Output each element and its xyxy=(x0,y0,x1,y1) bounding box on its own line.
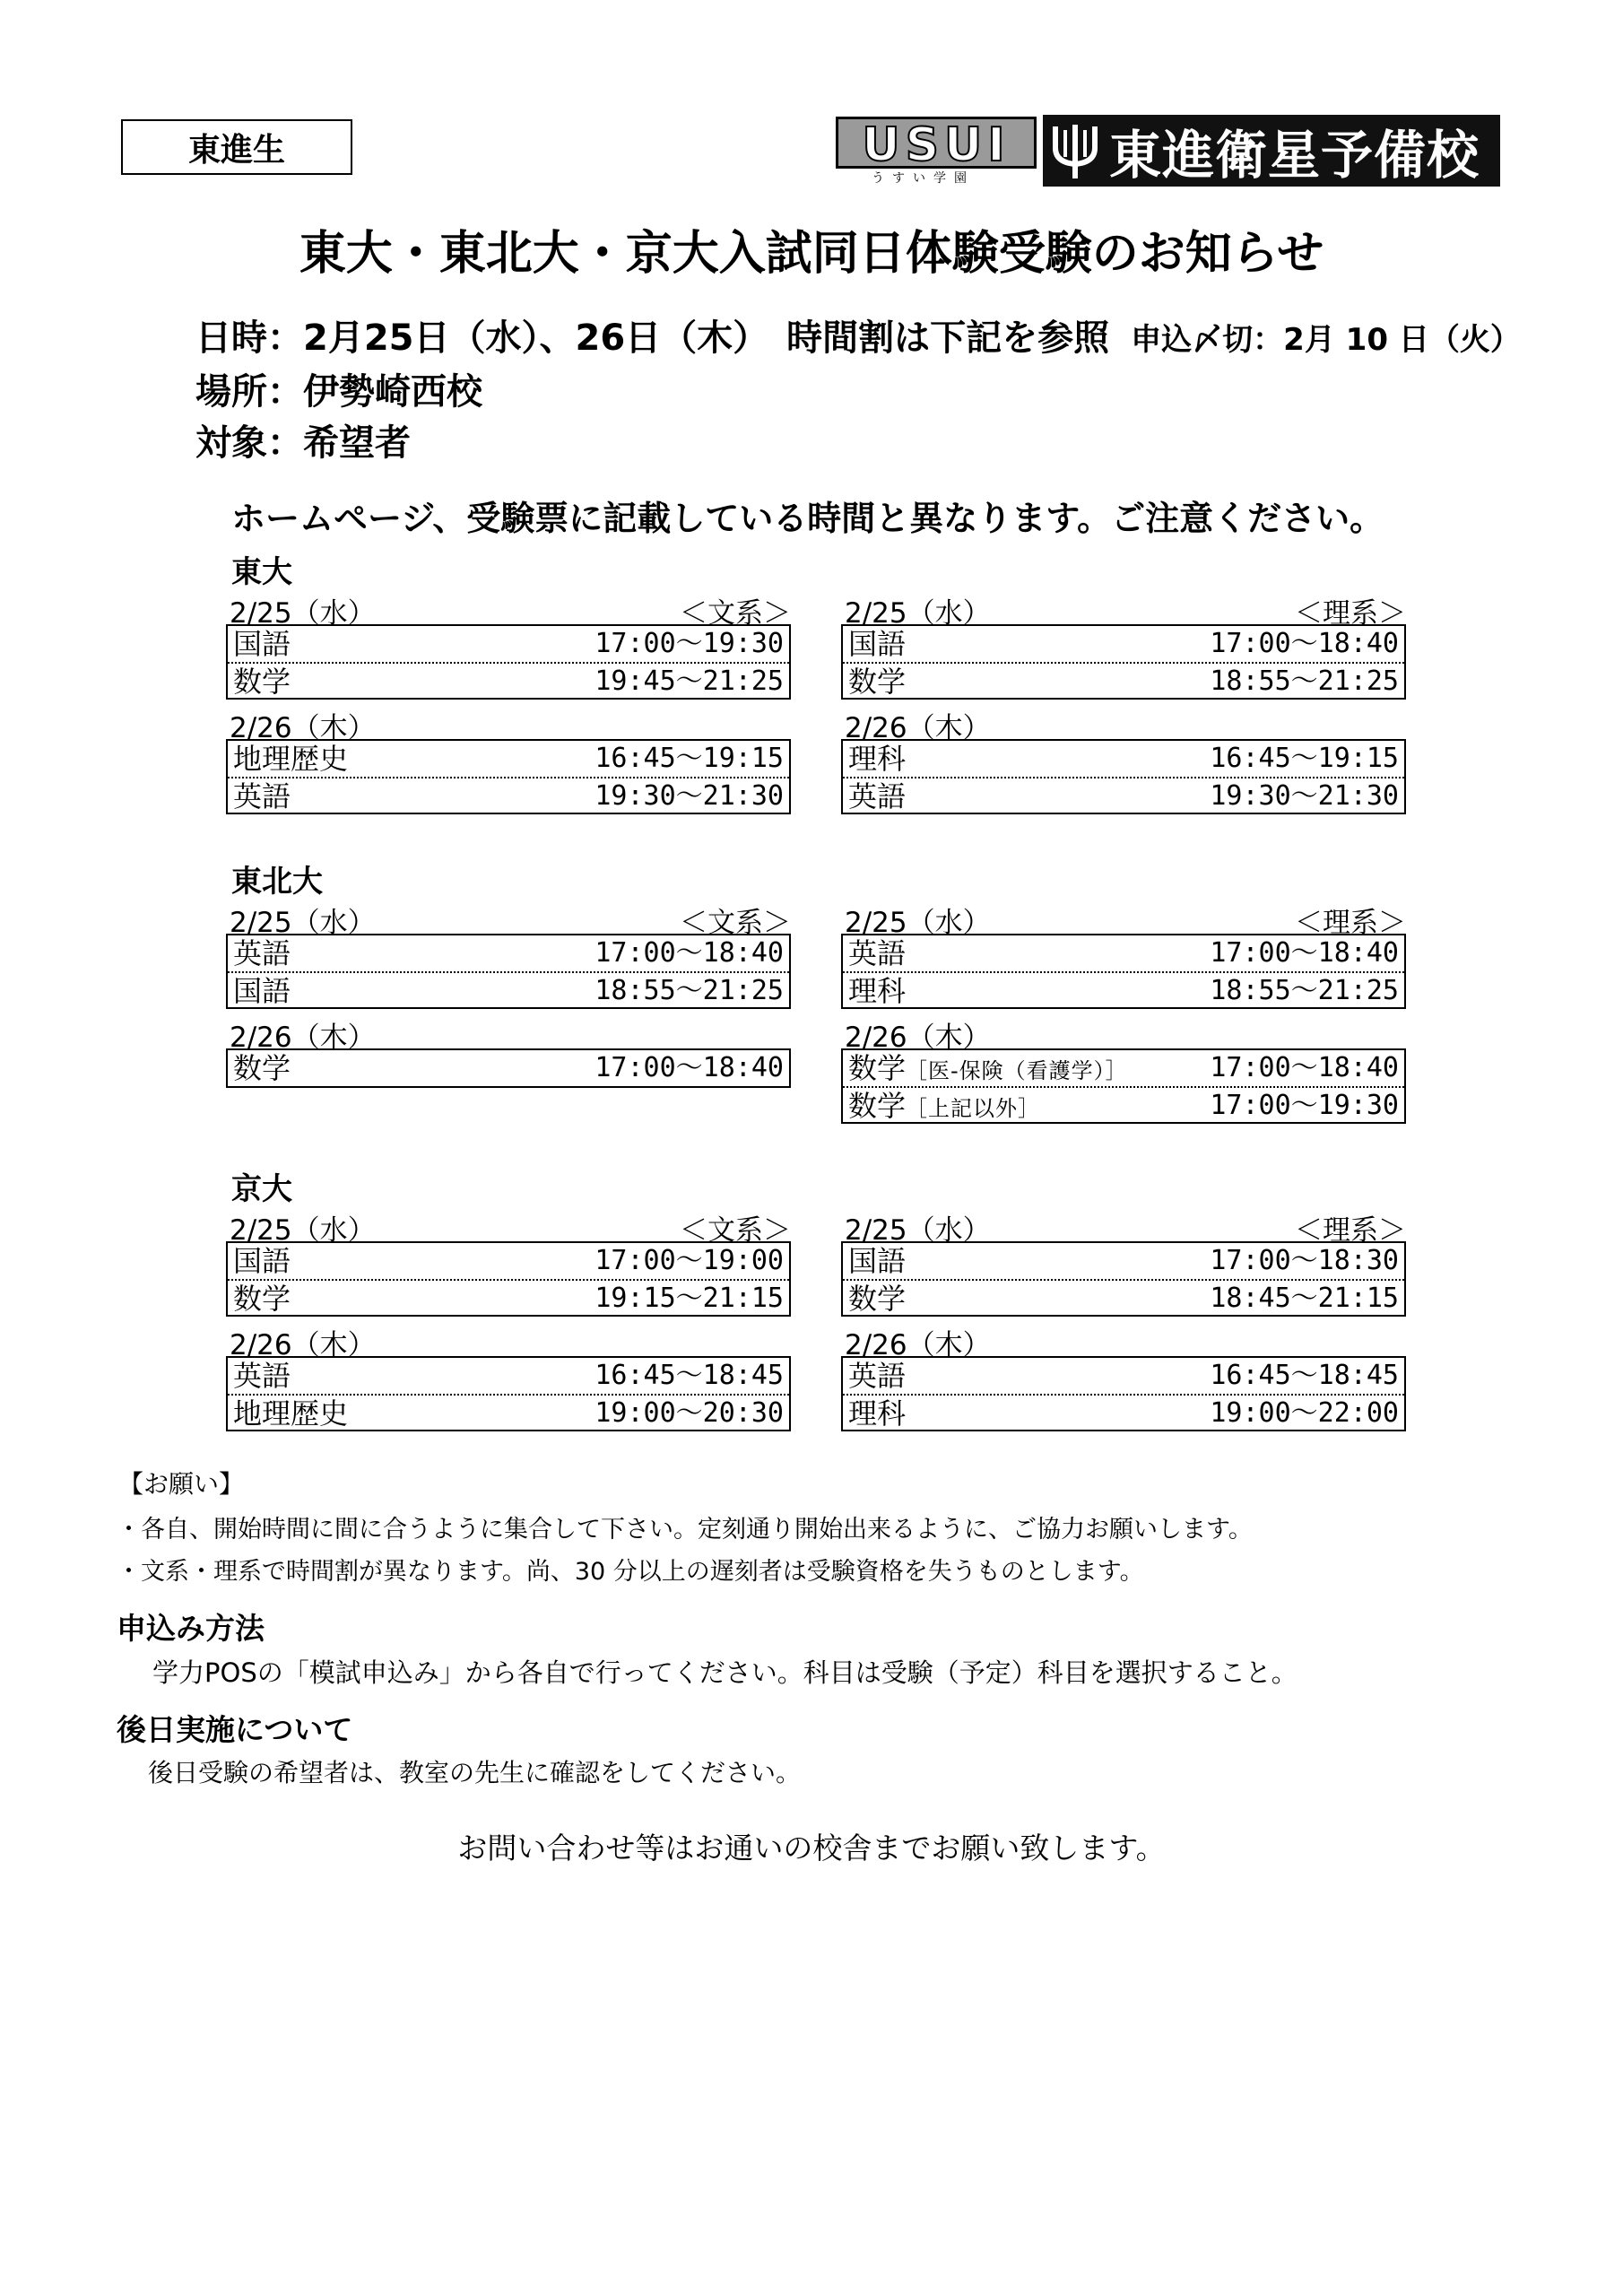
subject-label: 数学 xyxy=(848,1051,907,1085)
time-range: 19:00〜22:00 xyxy=(1210,1397,1399,1429)
subject-label: 英語 xyxy=(233,1359,291,1393)
schedule-row xyxy=(843,1050,1404,1086)
subject-label: 理科 xyxy=(848,742,907,776)
schedule-row xyxy=(228,1050,789,1086)
later-text: 後日受験の希望者は、教室の先生に確認をしてください。 xyxy=(148,1758,802,1787)
subject-label: 国語 xyxy=(848,627,907,661)
day-label: 2/25（水） xyxy=(845,597,991,630)
later-heading: 後日実施について xyxy=(117,1712,353,1747)
schedule-table xyxy=(841,1241,1406,1317)
subject-name xyxy=(233,935,291,971)
schedule-row xyxy=(843,1394,1404,1430)
subject-name xyxy=(848,778,906,814)
time-range: 19:00〜20:30 xyxy=(595,1397,784,1429)
schedule-table xyxy=(841,624,1406,700)
schedule-row xyxy=(228,741,789,777)
schedule-row xyxy=(843,741,1404,777)
subject-name xyxy=(848,1358,906,1394)
time-range: 17:00〜18:30 xyxy=(1210,1245,1399,1276)
application-deadline: 申込〆切：2月 10 日（火） xyxy=(1131,322,1521,358)
time-range: 17:00〜19:30 xyxy=(595,628,784,659)
day-label: 2/25（水） xyxy=(230,907,376,939)
subject-name xyxy=(233,1243,291,1279)
apply-heading: 申込み方法 xyxy=(117,1611,265,1646)
track-label: ＜理系＞ xyxy=(1295,597,1406,630)
time-range: 17:00〜18:40 xyxy=(1210,937,1399,969)
subject-name xyxy=(848,741,906,777)
time-range: 17:00〜18:40 xyxy=(1210,628,1399,659)
subject-name xyxy=(233,778,291,814)
schedule-row xyxy=(843,971,1404,1007)
exam-date xyxy=(195,309,1521,361)
subject-name xyxy=(233,1050,291,1086)
university-name: 京大 xyxy=(231,1171,292,1207)
time-range: 19:15〜21:15 xyxy=(595,1283,784,1314)
subject-label: 数学 xyxy=(848,665,907,699)
schedule-row xyxy=(843,626,1404,662)
student-tag: 東進生 xyxy=(121,119,352,175)
schedule-row xyxy=(228,662,789,698)
schedule-row xyxy=(228,935,789,971)
schedule-row xyxy=(843,662,1404,698)
subject-name xyxy=(848,1243,906,1279)
subject-label: 地理歴史 xyxy=(233,742,349,776)
toshin-emblem-icon xyxy=(1050,121,1100,180)
subject-label: 数学 xyxy=(233,1282,291,1316)
time-range: 18:55〜21:25 xyxy=(1210,975,1399,1006)
schedule-table xyxy=(226,1356,791,1431)
schedule-row xyxy=(228,971,789,1007)
subject-label: 英語 xyxy=(848,936,907,970)
time-range: 18:55〜21:25 xyxy=(595,975,784,1006)
subject-label: 数学 xyxy=(848,1282,907,1316)
day-label: 2/26（木） xyxy=(230,712,376,744)
exam-place: 場所：伊勢崎西校 xyxy=(195,371,482,413)
day-label: 2/26（木） xyxy=(845,1329,991,1361)
schedule-table xyxy=(841,1048,1406,1124)
time-range: 17:00〜18:40 xyxy=(595,1052,784,1083)
subject-label: 数学 xyxy=(848,1089,907,1123)
subject-name xyxy=(233,1358,291,1394)
schedule-table xyxy=(226,1048,791,1088)
request-item: ・各自、開始時間に間に合うように集合して下さい。定刻通り開始出来るように、ご協力お願いします。 xyxy=(117,1516,1253,1544)
page-title: 東大・東北大・京大入試同日体験受験のお知らせ xyxy=(299,227,1324,281)
subject-name xyxy=(848,1281,906,1317)
schedule-table xyxy=(226,624,791,700)
time-range: 16:45〜18:45 xyxy=(595,1360,784,1391)
subject-name xyxy=(848,1396,906,1431)
subject-label: 国語 xyxy=(848,1244,907,1278)
footer-contact: お問い合わせ等はお通いの校舎までお願い致します。 xyxy=(457,1831,1166,1866)
toshin-logo xyxy=(1043,115,1500,187)
track-label: ＜理系＞ xyxy=(1295,1214,1406,1247)
subject-name xyxy=(848,626,906,662)
schedule-row xyxy=(843,1243,1404,1279)
requests-heading: 【お願い】 xyxy=(118,1469,245,1499)
schedule-row xyxy=(843,935,1404,971)
schedule-table xyxy=(841,1356,1406,1431)
schedule-row xyxy=(228,1358,789,1394)
schedule-row xyxy=(228,1394,789,1430)
toshin-logo-text: 東進衛星予備校 xyxy=(1109,125,1480,186)
subject-label: 国語 xyxy=(233,1244,291,1278)
track-label: ＜理系＞ xyxy=(1295,907,1406,939)
subject-name xyxy=(233,664,291,700)
subject-note: ［上記以外］ xyxy=(906,1096,1041,1121)
schedule-table xyxy=(226,1241,791,1317)
request-item: ・文系・理系で時間割が異なります。尚、30 分以上の遅刻者は受験資格を失うものとします。 xyxy=(117,1558,1144,1586)
university-name: 東大 xyxy=(231,554,292,590)
schedule-row xyxy=(843,777,1404,813)
usui-logo xyxy=(836,117,1037,185)
subject-label: 理科 xyxy=(848,974,907,1008)
schedule-row xyxy=(228,626,789,662)
university-name: 東北大 xyxy=(231,864,323,900)
subject-label: 数学 xyxy=(233,665,291,699)
subject-label: 国語 xyxy=(233,974,291,1008)
day-label: 2/26（木） xyxy=(230,1022,376,1054)
subject-label: 英語 xyxy=(233,936,291,970)
day-label: 2/25（水） xyxy=(845,1214,991,1247)
subject-name xyxy=(848,973,906,1009)
time-range: 19:30〜21:30 xyxy=(1210,780,1399,812)
day-label: 2/25（水） xyxy=(230,1214,376,1247)
subject-label: 国語 xyxy=(233,627,291,661)
schedule-table xyxy=(841,934,1406,1009)
time-notice: ホームページ、受験票に記載している時間と異なります。ご注意ください。 xyxy=(231,499,1384,538)
time-range: 18:55〜21:25 xyxy=(1210,665,1399,697)
time-range: 18:45〜21:15 xyxy=(1210,1283,1399,1314)
subject-label: 数学 xyxy=(233,1051,291,1085)
day-label: 2/25（水） xyxy=(230,597,376,630)
schedule-row xyxy=(228,777,789,813)
time-range: 17:00〜19:00 xyxy=(595,1245,784,1276)
track-label: ＜文系＞ xyxy=(680,597,791,630)
subject-name xyxy=(233,626,291,662)
subject-label: 英語 xyxy=(848,779,907,813)
subject-label: 英語 xyxy=(848,1359,907,1393)
subject-name xyxy=(233,1396,348,1431)
usui-logo-text: USUI xyxy=(836,117,1037,169)
time-range: 17:00〜19:30 xyxy=(1210,1090,1399,1121)
subject-name xyxy=(233,973,291,1009)
day-label: 2/26（木） xyxy=(845,1022,991,1054)
schedule-row xyxy=(228,1279,789,1315)
day-label: 2/26（木） xyxy=(230,1329,376,1361)
schedule-table xyxy=(226,934,791,1009)
day-label: 2/26（木） xyxy=(845,712,991,744)
time-range: 16:45〜18:45 xyxy=(1210,1360,1399,1391)
time-range: 17:00〜18:40 xyxy=(1210,1052,1399,1083)
exam-target: 対象：希望者 xyxy=(195,422,411,464)
time-range: 19:45〜21:25 xyxy=(595,665,784,697)
subject-label: 地理歴史 xyxy=(233,1396,349,1431)
schedule-table xyxy=(841,739,1406,814)
subject-name xyxy=(848,935,906,971)
schedule-table xyxy=(226,739,791,814)
exam-date-text: 日時：2月25日（水）、26日（木） 時間割は下記を参照 xyxy=(195,317,1110,359)
time-range: 17:00〜18:40 xyxy=(595,937,784,969)
subject-label: 理科 xyxy=(848,1396,907,1431)
time-range: 19:30〜21:30 xyxy=(595,780,784,812)
subject-name xyxy=(233,741,348,777)
usui-logo-subtext: うすい学園 xyxy=(872,171,975,186)
time-range: 16:45〜19:15 xyxy=(1210,743,1399,774)
schedule-row xyxy=(843,1086,1404,1122)
schedule-row xyxy=(843,1279,1404,1315)
subject-name xyxy=(848,664,906,700)
track-label: ＜文系＞ xyxy=(680,1214,791,1247)
subject-name xyxy=(848,1088,1040,1126)
schedule-row xyxy=(228,1243,789,1279)
subject-label: 英語 xyxy=(233,779,291,813)
schedule-row xyxy=(843,1358,1404,1394)
track-label: ＜文系＞ xyxy=(680,907,791,939)
subject-name xyxy=(848,1050,1128,1089)
subject-note: ［医-保険（看護学）］ xyxy=(906,1058,1128,1083)
time-range: 16:45〜19:15 xyxy=(595,743,784,774)
apply-text: 学力POSの「模試申込み」から各自で行ってください。科目は受験（予定）科目を選択すること。 xyxy=(152,1657,1298,1688)
subject-name xyxy=(233,1281,291,1317)
day-label: 2/25（水） xyxy=(845,907,991,939)
